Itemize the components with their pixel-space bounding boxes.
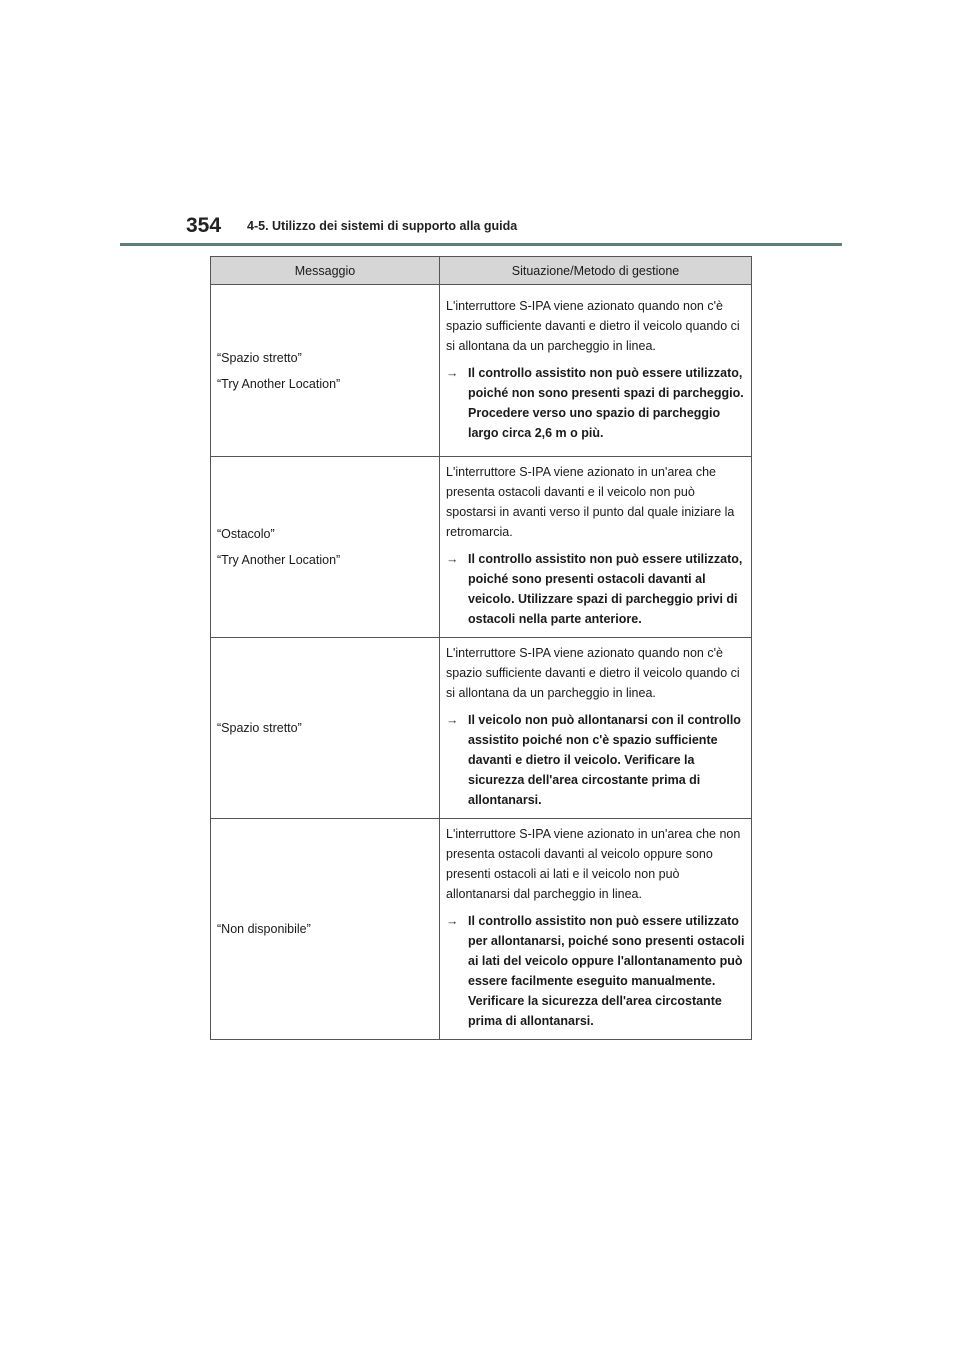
message-text: “Ostacolo” <box>217 527 275 541</box>
table-row <box>211 819 752 1040</box>
situation-text: L'interruttore S-IPA viene azionato quando non c'è spazio sufficiente davanti e dietro il veicolo quando ci si allontana da un parcheggio in linea. <box>446 298 740 353</box>
situation-cell <box>440 285 752 457</box>
situation-cell <box>440 638 752 819</box>
action-text: Il veicolo non può allontanarsi con il controllo assistito poiché non c'è spazio sufficiente davanti e dietro il veicolo. Verificare la sicurezza dell'area circostante prima di allontanarsi. <box>468 713 741 807</box>
page-number: 354 <box>186 214 222 237</box>
column-header-messaggio: Messaggio <box>211 257 440 285</box>
table-row <box>211 638 752 819</box>
section-title: 4-5. Utilizzo dei sistemi di supporto alla guida <box>247 219 518 233</box>
arrow-right-icon: → <box>446 914 459 928</box>
message-text: “Spazio stretto” <box>217 350 302 365</box>
message-cell <box>211 285 440 457</box>
situation-text: L'interruttore S-IPA viene azionato in un'area che non presenta ostacoli davanti al veicolo oppure sono presenti ostacoli ai lati e il veicolo non può allontanarsi dal parcheggio in linea. <box>446 827 741 901</box>
situation-text: L'interruttore S-IPA viene azionato in un'area che presenta ostacoli davanti e il veicolo non può spostarsi in avanti verso il punto dal quale iniziare la retromarcia. <box>446 465 735 539</box>
message-cell <box>211 819 440 1040</box>
message-text: “Try Another Location” <box>217 553 341 567</box>
arrow-right-icon: → <box>446 713 459 727</box>
table-row <box>211 285 752 457</box>
action-item <box>446 911 745 1031</box>
column-header-situazione: Situazione/Metodo di gestione <box>440 257 752 285</box>
message-cell <box>211 638 440 819</box>
table-header-row <box>211 257 752 285</box>
action-item <box>446 710 745 810</box>
situation-cell <box>440 819 752 1040</box>
action-text: Il controllo assistito non può essere utilizzato, poiché non sono presenti spazi di parcheggio. Procedere verso uno spazio di parcheggio largo circa 2,6 m o più. <box>468 365 744 440</box>
message-text: “Spazio stretto” <box>217 721 302 735</box>
arrow-right-icon: → <box>446 365 459 380</box>
message-text: “Try Another Location” <box>217 376 341 391</box>
situation-text: L'interruttore S-IPA viene azionato quando non c'è spazio sufficiente davanti e dietro il veicolo quando ci si allontana da un parcheggio in linea. <box>446 646 740 700</box>
action-text: Il controllo assistito non può essere utilizzato, poiché sono presenti ostacoli davanti al veicolo. Utilizzare spazi di parcheggio privi di ostacoli nella parte anteriore. <box>468 552 743 626</box>
action-text: Il controllo assistito non può essere utilizzato per allontanarsi, poiché sono presenti ostacoli ai lati del veicolo oppure l'allontanamento può essere facilmente eseguito manualmente. Verificare la sicurezza dell'area circostante prima di allontanarsi. <box>468 914 745 1028</box>
header-divider <box>120 243 842 246</box>
action-item <box>446 363 745 443</box>
situation-cell <box>440 457 752 638</box>
message-text: “Non disponibile” <box>217 922 311 936</box>
arrow-right-icon: → <box>446 552 459 566</box>
table-row <box>211 457 752 638</box>
message-table <box>210 256 752 1040</box>
action-item <box>446 549 745 629</box>
message-cell <box>211 457 440 638</box>
